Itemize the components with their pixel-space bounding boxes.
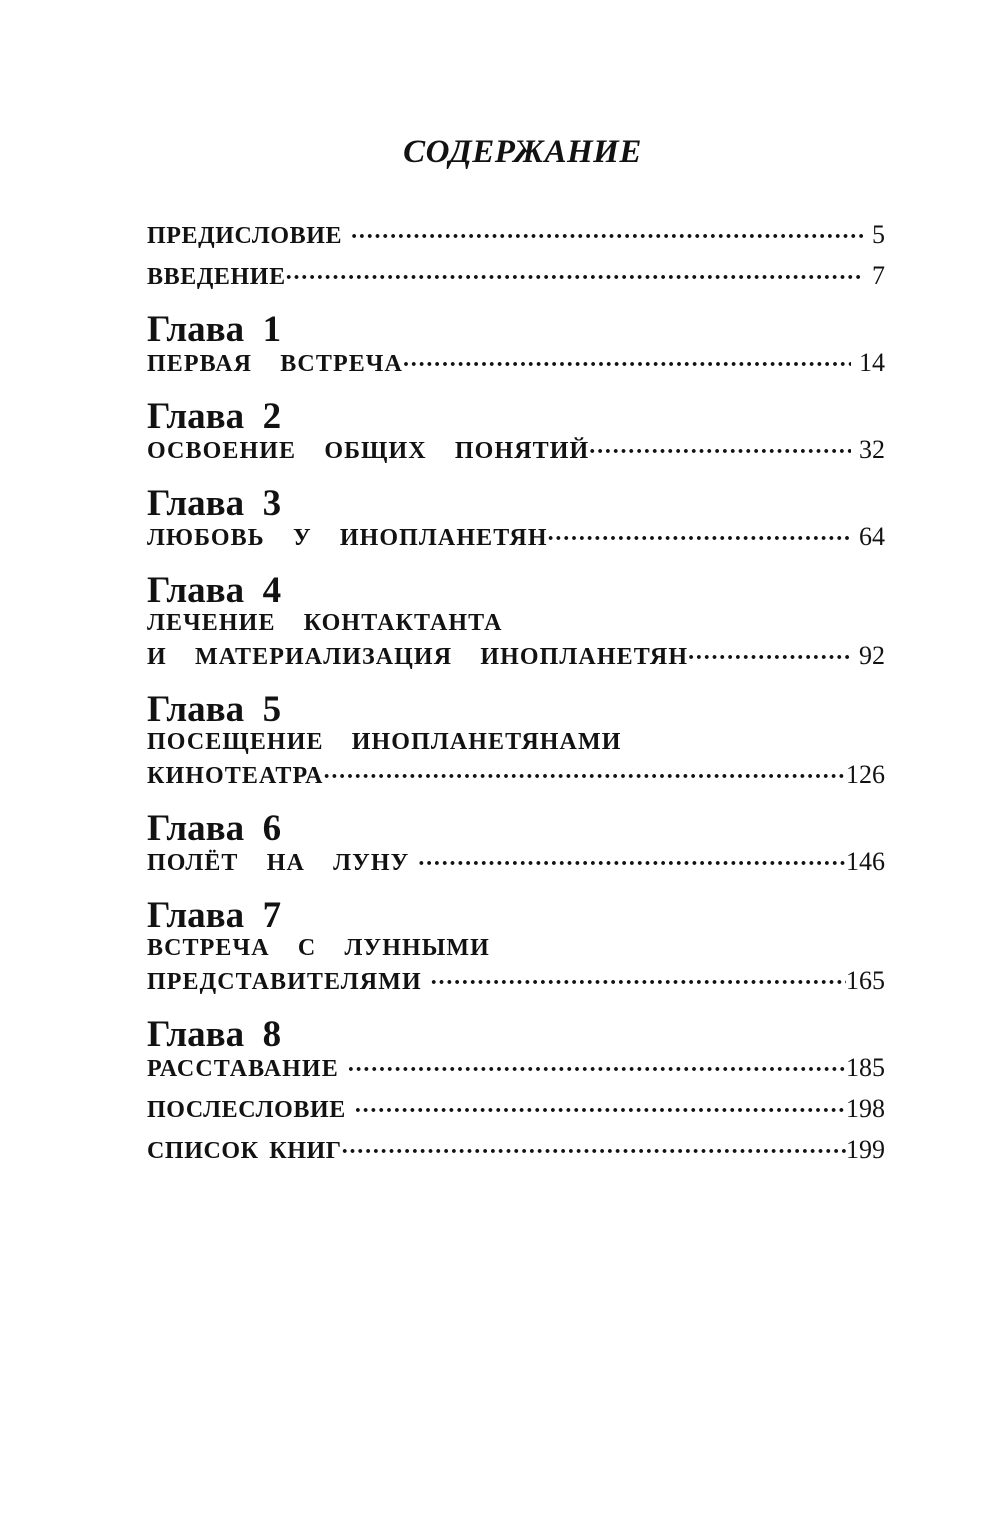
toc-entry-label: СПИСОК КНИГ	[147, 1138, 342, 1164]
toc-entry-label: РАССТАВАНИЕ	[147, 1056, 339, 1082]
toc-chapter-group	[147, 485, 885, 550]
toc-page-number: 199	[846, 1135, 885, 1164]
toc-entry-row[interactable]	[147, 762, 885, 788]
toc-page-number: 185	[846, 1053, 885, 1082]
toc-entry-row[interactable]	[147, 730, 885, 754]
toc-entry-label: ВСТРЕЧА С ЛУННЫМИ	[147, 935, 490, 961]
dot-leader	[355, 1101, 846, 1117]
toc-page-number: 32	[859, 435, 885, 464]
toc-entry-label: КИНОТЕАТРА	[147, 763, 324, 789]
toc-entry-label: ОСВОЕНИЕ ОБЩИХ ПОНЯТИЙ	[147, 438, 590, 464]
toc-entry-label: ПОСЛЕСЛОВИЕ	[147, 1097, 346, 1123]
page-title: СОДЕРЖАНИЕ	[403, 134, 642, 170]
toc-entry-label: ЛЕЧЕНИЕ КОНТАКТАНТА	[147, 610, 503, 636]
toc-entry-row[interactable]	[147, 968, 885, 994]
dot-leader	[286, 268, 864, 284]
toc-entry-row[interactable]	[147, 1096, 885, 1122]
chapter-heading: Глава 5	[147, 689, 282, 730]
dot-leader	[418, 854, 846, 870]
toc-entry-list	[147, 222, 885, 1178]
toc-entry-label: ПОЛЁТ НА ЛУНУ	[147, 850, 410, 876]
chapter-heading: Глава 7	[147, 895, 282, 936]
toc-entry-row[interactable]	[147, 263, 885, 289]
toc-entry-group	[147, 1096, 885, 1122]
dot-leader	[589, 442, 851, 458]
toc-entry-group	[147, 263, 885, 289]
dot-leader	[324, 767, 846, 783]
chapter-heading: Глава 1	[147, 309, 282, 350]
toc-chapter-group	[147, 691, 885, 788]
toc-chapter-group	[147, 572, 885, 669]
toc-entry-label: ПОСЕЩЕНИЕ ИНОПЛАНЕТЯНАМИ	[147, 729, 622, 755]
toc-chapter-group	[147, 810, 885, 875]
chapter-heading: Глава 4	[147, 570, 282, 611]
toc-entry-row[interactable]	[147, 936, 885, 960]
toc-entry-row[interactable]	[147, 1137, 885, 1163]
dot-leader	[403, 355, 851, 371]
toc-entry-row[interactable]	[147, 643, 885, 669]
toc-page-number: 126	[846, 760, 885, 789]
toc-entry-label: ПЕРВАЯ ВСТРЕЧА	[147, 351, 403, 377]
toc-entry-label: ПРЕДИСЛОВИЕ	[147, 223, 343, 249]
dot-leader	[431, 973, 846, 989]
toc-entry-row[interactable]	[147, 611, 885, 635]
toc-chapter-group	[147, 1016, 885, 1081]
toc-page-number: 92	[859, 641, 885, 670]
toc-page-number: 7	[872, 261, 885, 290]
dot-leader	[688, 648, 851, 664]
chapter-heading: Глава 2	[147, 396, 282, 437]
toc-entry-label: И МАТЕРИАЛИЗАЦИЯ ИНОПЛАНЕТЯН	[147, 644, 689, 670]
toc-chapter-group	[147, 398, 885, 463]
toc-entry-label: ЛЮБОВЬ У ИНОПЛАНЕТЯН	[147, 525, 548, 551]
toc-page-number: 146	[846, 847, 885, 876]
toc-chapter-group	[147, 897, 885, 994]
toc-entry-row[interactable]	[147, 350, 885, 376]
toc-entry-group	[147, 1137, 885, 1163]
dot-leader	[548, 529, 851, 545]
toc-entry-row[interactable]	[147, 1055, 885, 1081]
chapter-heading: Глава 3	[147, 483, 282, 524]
dot-leader	[342, 1142, 846, 1158]
chapter-heading: Глава 8	[147, 1014, 282, 1055]
toc-page-number: 14	[859, 348, 885, 377]
dot-leader	[351, 227, 864, 243]
toc-page-number: 198	[846, 1094, 885, 1123]
toc-entry-label: ВВЕДЕНИЕ	[147, 264, 286, 290]
dot-leader	[348, 1060, 846, 1076]
toc-chapter-group	[147, 311, 885, 376]
toc-entry-row[interactable]	[147, 222, 885, 248]
toc-page-number: 165	[846, 966, 885, 995]
toc-entry-row[interactable]	[147, 849, 885, 875]
toc-page-number: 64	[859, 522, 885, 551]
toc-entry-row[interactable]	[147, 437, 885, 463]
toc-entry-group	[147, 222, 885, 248]
chapter-heading: Глава 6	[147, 808, 282, 849]
toc-entry-row[interactable]	[147, 524, 885, 550]
toc-page-number: 5	[872, 220, 885, 249]
toc-entry-label: ПРЕДСТАВИТЕЛЯМИ	[147, 969, 422, 995]
